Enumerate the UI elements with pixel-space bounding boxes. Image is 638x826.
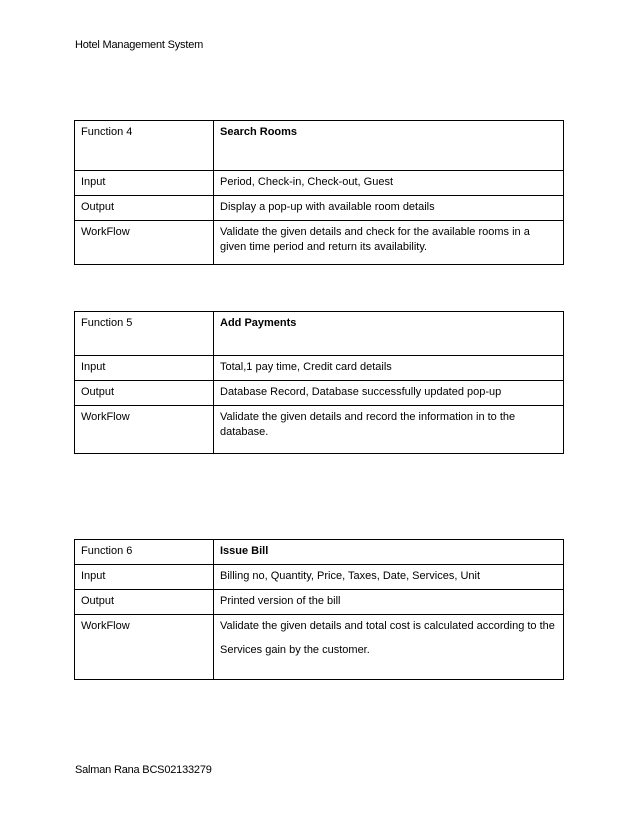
row-value-line: Validate the given details and total cost is calculated according to the	[220, 620, 555, 632]
function-label: Function 4	[75, 121, 214, 171]
function-name: Add Payments	[214, 312, 564, 356]
table-row	[75, 381, 564, 406]
row-label: Output	[75, 196, 214, 221]
row-label: WorkFlow	[75, 406, 214, 454]
row-value: Display a pop-up with available room details	[214, 196, 564, 221]
row-value: Validate the given details and check for the available rooms in a given time period and return its availability.	[214, 221, 564, 265]
row-label: Input	[75, 565, 214, 590]
function-name: Search Rooms	[214, 121, 564, 171]
row-value: Printed version of the bill	[214, 590, 564, 615]
table-row	[75, 356, 564, 381]
row-value-line: Services gain by the customer.	[220, 644, 370, 656]
table-row	[75, 196, 564, 221]
row-label: Output	[75, 590, 214, 615]
row-label: Input	[75, 356, 214, 381]
page-footer: Salman Rana BCS02133279	[75, 764, 212, 776]
function-label: Function 5	[75, 312, 214, 356]
row-value: Validate the given details and record the information in to the database.	[214, 406, 564, 454]
table-row	[75, 406, 564, 454]
function-name: Issue Bill	[214, 540, 564, 565]
function-table-6	[74, 539, 564, 680]
function-table-5	[74, 311, 564, 454]
row-value	[214, 615, 564, 680]
table-row	[75, 540, 564, 565]
table-row	[75, 121, 564, 171]
row-label: WorkFlow	[75, 221, 214, 265]
row-label: Output	[75, 381, 214, 406]
row-value: Billing no, Quantity, Price, Taxes, Date, Services, Unit	[214, 565, 564, 590]
table-row	[75, 221, 564, 265]
table-row	[75, 615, 564, 680]
row-value: Period, Check-in, Check-out, Guest	[214, 171, 564, 196]
row-label: Input	[75, 171, 214, 196]
table-row	[75, 565, 564, 590]
row-value: Total,1 pay time, Credit card details	[214, 356, 564, 381]
table-row	[75, 171, 564, 196]
function-label: Function 6	[75, 540, 214, 565]
function-table-4	[74, 120, 564, 265]
row-value: Database Record, Database successfully updated pop-up	[214, 381, 564, 406]
page-header: Hotel Management System	[75, 39, 204, 51]
table-row	[75, 312, 564, 356]
table-row	[75, 590, 564, 615]
row-label: WorkFlow	[75, 615, 214, 680]
